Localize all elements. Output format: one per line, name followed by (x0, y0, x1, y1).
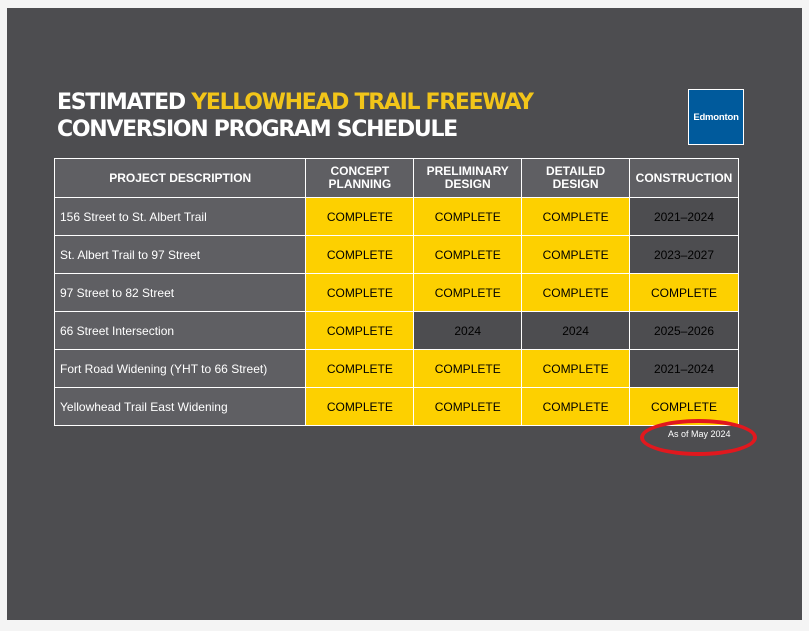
schedule-cell: 2021–2024 (630, 350, 739, 388)
schedule-cell: COMPLETE (306, 388, 414, 426)
schedule-cell: COMPLETE (414, 274, 522, 312)
schedule-cell: 2021–2024 (630, 198, 739, 236)
schedule-cell: COMPLETE (522, 274, 630, 312)
column-header: CONCEPT PLANNING (306, 159, 414, 198)
schedule-cell: COMPLETE (414, 388, 522, 426)
logo-text: Edmonton (693, 111, 739, 123)
page-title (57, 89, 533, 143)
table-row (55, 350, 739, 388)
project-description-cell: 97 Street to 82 Street (55, 274, 306, 312)
table-row (55, 388, 739, 426)
edmonton-logo (688, 89, 744, 145)
schedule-cell: COMPLETE (414, 236, 522, 274)
table-row (55, 312, 739, 350)
table-row (55, 198, 739, 236)
schedule-cell: COMPLETE (306, 198, 414, 236)
project-description-cell: 156 Street to St. Albert Trail (55, 198, 306, 236)
table-row (55, 236, 739, 274)
project-description-cell: Fort Road Widening (YHT to 66 Street) (55, 350, 306, 388)
schedule-cell: COMPLETE (630, 388, 739, 426)
schedule-cell: COMPLETE (522, 198, 630, 236)
schedule-cell: COMPLETE (522, 350, 630, 388)
schedule-cell: COMPLETE (414, 198, 522, 236)
schedule-cell: COMPLETE (522, 236, 630, 274)
as-of-note: As of May 2024 (668, 429, 731, 439)
schedule-cell: COMPLETE (306, 350, 414, 388)
schedule-cell: COMPLETE (414, 350, 522, 388)
title-prefix: ESTIMATED (57, 90, 192, 115)
title-line-1 (57, 89, 533, 116)
schedule-cell: 2024 (522, 312, 630, 350)
project-description-cell: Yellowhead Trail East Widening (55, 388, 306, 426)
schedule-cell: COMPLETE (630, 274, 739, 312)
column-header: PROJECT DESCRIPTION (55, 159, 306, 198)
table-header-row (55, 159, 739, 198)
column-header: DETAILED DESIGN (522, 159, 630, 198)
schedule-cell: COMPLETE (306, 312, 414, 350)
title-highlight: YELLOWHEAD TRAIL FREEWAY (191, 90, 533, 115)
table-body (55, 198, 739, 426)
project-description-cell: St. Albert Trail to 97 Street (55, 236, 306, 274)
schedule-cell: 2024 (414, 312, 522, 350)
schedule-cell: 2025–2026 (630, 312, 739, 350)
schedule-cell: 2023–2027 (630, 236, 739, 274)
table-row (55, 274, 739, 312)
schedule-table (54, 158, 739, 426)
column-header: CONSTRUCTION (630, 159, 739, 198)
title-line-2: CONVERSION PROGRAM SCHEDULE (57, 117, 457, 142)
schedule-cell: COMPLETE (306, 236, 414, 274)
schedule-cell: COMPLETE (306, 274, 414, 312)
schedule-cell: COMPLETE (522, 388, 630, 426)
column-header: PRELIMINARY DESIGN (414, 159, 522, 198)
project-description-cell: 66 Street Intersection (55, 312, 306, 350)
